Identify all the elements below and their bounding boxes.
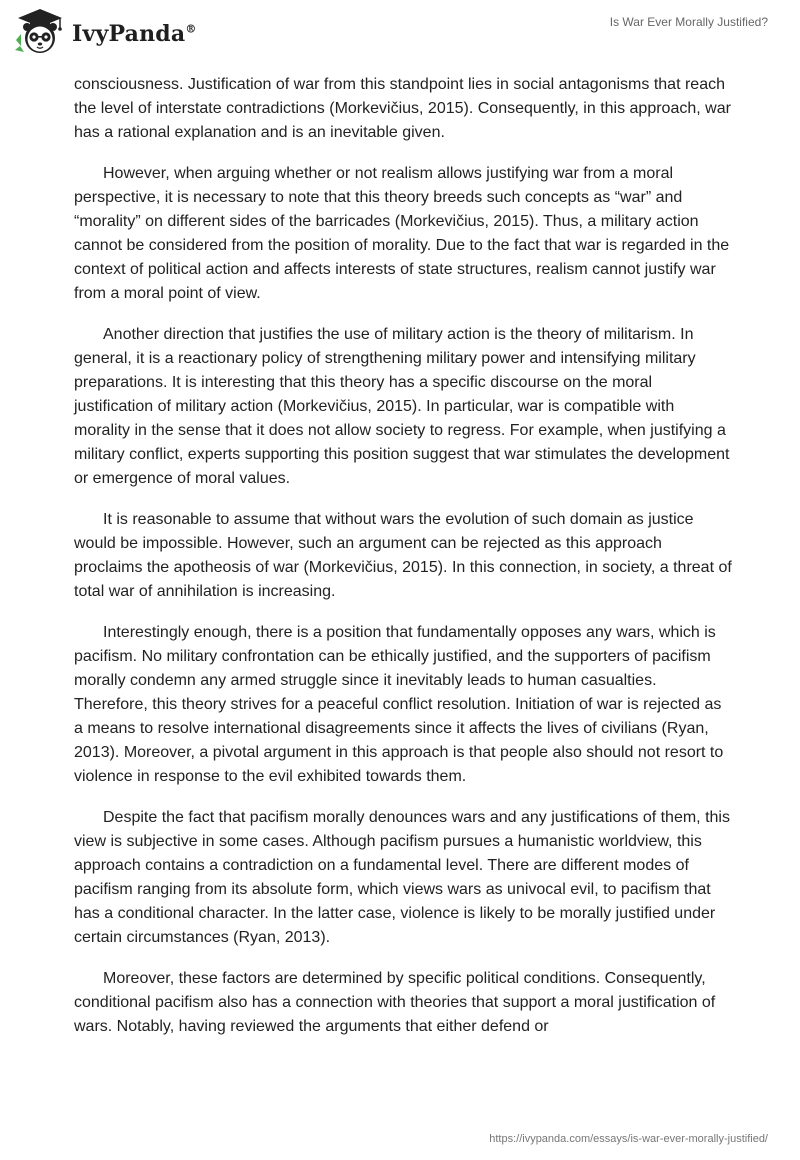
page-header bbox=[0, 0, 800, 70]
paragraph-7: Moreover, these factors are determined by specific political conditions. Consequently, conditional pacifism also has a connection with theories that support a moral justification of wars. Notably, having reviewed the arguments that either defend or bbox=[74, 970, 716, 1035]
panda-graduate-icon bbox=[12, 6, 68, 56]
registered-mark: ® bbox=[185, 22, 197, 36]
brand-name: IvyPanda® bbox=[72, 21, 197, 47]
paragraph-6: Despite the fact that pacifism morally denounces wars and any justifications of them, this view is subjective in some cases. Although pacifism pursues a humanistic worldview, this approach contains a contradiction on a fundamental level. There are different modes of pacifism ranging from its absolute form, which views wars as univocal evil, to pacifism that has a conditional character. In the latter case, violence is likely to be morally justified under certain circumstances (Ryan, 2013). bbox=[74, 809, 730, 946]
paragraph-2: However, when arguing whether or not realism allows justifying war from a moral perspective, it is necessary to note that this theory breeds such concepts as “war” and “morality” on different sides of the barricades (Morkevičius, 2015). Thus, a military action cannot be considered from the position of morality. Due to the fact that war is regarded in the context of political action and affects interests of state structures, realism cannot justify war from a moral point of view. bbox=[74, 165, 730, 302]
paragraph-4: It is reasonable to assume that without wars the evolution of such domain as justice would be impossible. However, such an argument can be rejected as this approach proclaims the apotheosis of war (Morkevičius, 2015). In this connection, in society, a threat of total war of annihilation is increasing. bbox=[74, 511, 732, 600]
document-title: Is War Ever Morally Justified? bbox=[609, 15, 768, 29]
paragraph-5: Interestingly enough, there is a position that fundamentally opposes any wars, which is pacifism. No military confrontation can be ethically justified, and the supporters of pacifism morally condemn any armed struggle since it inevitably leads to human casualties. Therefore, this theory strives for a peaceful conflict resolution. Initiation of war is rejected as a means to resolve international disagreements since it affects the lives of civilians (Ryan, 2013). Moreover, a pivotal argument in this approach is that people also should not resort to violence in response to the evil exhibited towards them. bbox=[74, 624, 724, 785]
ivypanda-logo[interactable] bbox=[12, 6, 197, 56]
source-url[interactable]: https://ivypanda.com/essays/is-war-ever-morally-justified/ bbox=[489, 1133, 768, 1145]
essay-body bbox=[74, 73, 734, 1056]
paragraph-1: consciousness. Justification of war from this standpoint lies in social antagonisms that reach the level of interstate contradictions (Morkevičius, 2015). Consequently, in this approach, war has a rational explanation and is an inevitable given. bbox=[74, 76, 731, 141]
paragraph-3: Another direction that justifies the use of military action is the theory of militarism. In general, it is a reactionary policy of strengthening military power and intensifying military preparations. It is interesting that this theory has a specific discourse on the moral justification of military action (Morkevičius, 2015). In particular, war is compatible with morality in the sense that it does not allow society to regress. For example, when justifying a military conflict, experts supporting this position suggest that war stimulates the development or emergence of moral values. bbox=[74, 326, 730, 487]
